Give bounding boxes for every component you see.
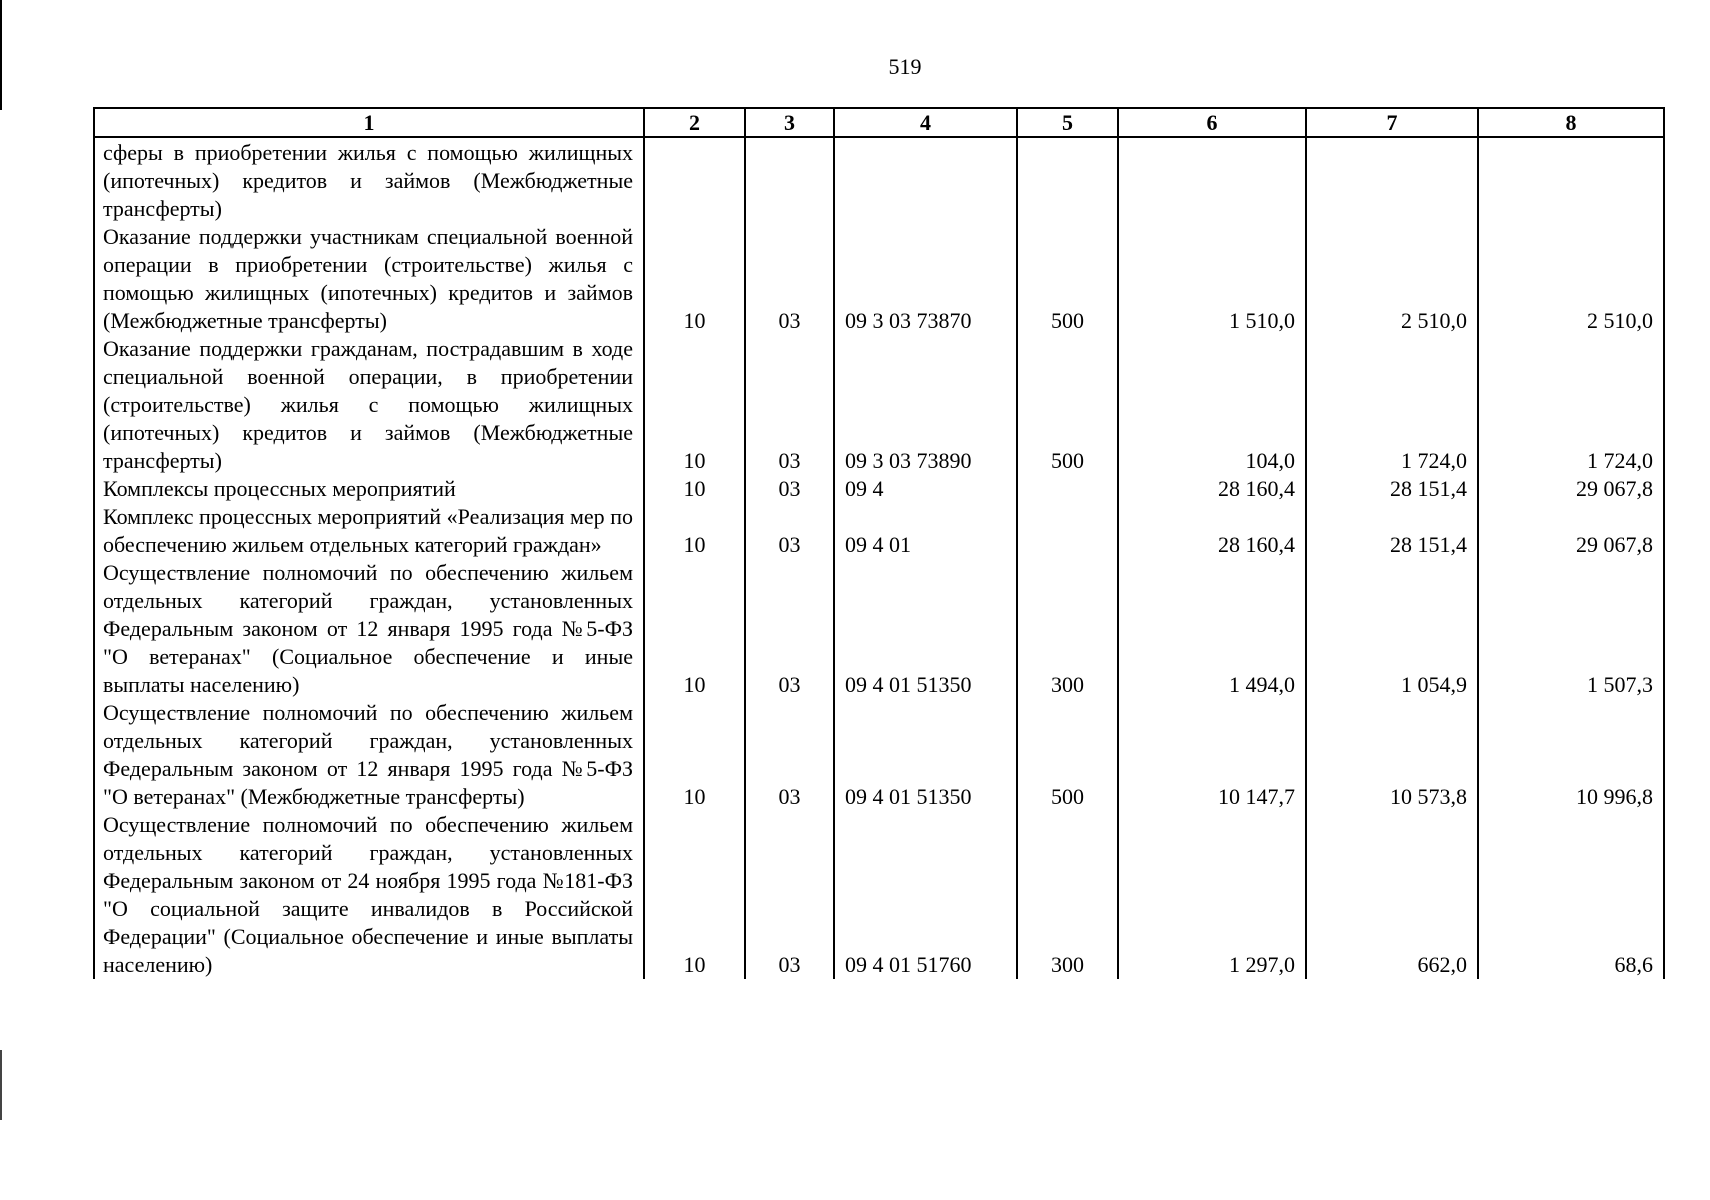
target-article-code: 09 3 03 73870: [834, 223, 1017, 335]
expense-type-code: [1017, 475, 1118, 503]
amount-col8: 29 067,8: [1478, 475, 1664, 503]
column-header: 7: [1306, 108, 1478, 137]
expense-type-code: 300: [1017, 811, 1118, 979]
amount-col7: 1 724,0: [1306, 335, 1478, 475]
target-article-code: 09 3 03 73890: [834, 335, 1017, 475]
amount-col6: 10 147,7: [1118, 699, 1306, 811]
column-header: 4: [834, 108, 1017, 137]
amount-col6: 1 494,0: [1118, 559, 1306, 699]
subsection-code: 03: [745, 475, 834, 503]
table-row: [94, 811, 1664, 979]
amount-col6: 1 510,0: [1118, 223, 1306, 335]
row-description: Комплексы процессных мероприятий: [94, 475, 644, 503]
expense-type-code: 500: [1017, 223, 1118, 335]
row-description: Осуществление полномочий по обеспечению жильем отдельных категорий граждан, установленных Федеральным законом от 12 января 1995 года №5-ФЗ "О ветеранах" (Межбюджетные трансферты): [94, 699, 644, 811]
section-code: 10: [644, 475, 745, 503]
target-article-code: [834, 137, 1017, 223]
amount-col8: [1478, 137, 1664, 223]
amount-col7: 1 054,9: [1306, 559, 1478, 699]
expense-type-code: 300: [1017, 559, 1118, 699]
target-article-code: 09 4 01: [834, 503, 1017, 559]
amount-col7: [1306, 137, 1478, 223]
amount-col8: 1 724,0: [1478, 335, 1664, 475]
column-header: 5: [1017, 108, 1118, 137]
budget-table: [93, 107, 1665, 979]
section-code: [644, 137, 745, 223]
target-article-code: 09 4: [834, 475, 1017, 503]
expense-type-code: 500: [1017, 699, 1118, 811]
row-description: Осуществление полномочий по обеспечению жильем отдельных категорий граждан, установленных Федеральным законом от 24 ноября 1995 года №181-ФЗ "О социальной защите инвалидов в Российской Федерации" (Социальное обеспечение и иные выплаты населению): [94, 811, 644, 979]
table-row: [94, 503, 1664, 559]
expense-type-code: [1017, 503, 1118, 559]
column-header: 8: [1478, 108, 1664, 137]
amount-col8: 2 510,0: [1478, 223, 1664, 335]
amount-col6: 1 297,0: [1118, 811, 1306, 979]
column-header: 3: [745, 108, 834, 137]
table-header-row: [94, 108, 1664, 137]
row-description: Оказание поддержки участникам специальной военной операции в приобретении (строительстве) жилья с помощью жилищных (ипотечных) кредитов и займов (Межбюджетные трансферты): [94, 223, 644, 335]
amount-col6: 28 160,4: [1118, 475, 1306, 503]
amount-col7: 662,0: [1306, 811, 1478, 979]
table-row: [94, 335, 1664, 475]
page-number: 519: [888, 54, 922, 79]
amount-col6: [1118, 137, 1306, 223]
row-description: Осуществление полномочий по обеспечению жильем отдельных категорий граждан, установленных Федеральным законом от 12 января 1995 года №5-ФЗ "О ветеранах" (Социальное обеспечение и иные выплаты населению): [94, 559, 644, 699]
table-row: [94, 559, 1664, 699]
section-code: 10: [644, 811, 745, 979]
subsection-code: 03: [745, 335, 834, 475]
subsection-code: 03: [745, 503, 834, 559]
section-code: 10: [644, 699, 745, 811]
section-code: 10: [644, 223, 745, 335]
target-article-code: 09 4 01 51760: [834, 811, 1017, 979]
column-header: 2: [644, 108, 745, 137]
expense-type-code: 500: [1017, 335, 1118, 475]
table-row: [94, 699, 1664, 811]
row-description: Комплекс процессных мероприятий «Реализация мер по обеспечению жильем отдельных категорий граждан»: [94, 503, 644, 559]
expense-type-code: [1017, 137, 1118, 223]
column-header: 1: [94, 108, 644, 137]
amount-col8: 68,6: [1478, 811, 1664, 979]
row-description: Оказание поддержки гражданам, пострадавшим в ходе специальной военной операции, в приобретении (строительстве) жилья с помощью жилищных (ипотечных) кредитов и займов (Межбюджетные трансферты): [94, 335, 644, 475]
subsection-code: 03: [745, 699, 834, 811]
amount-col6: 28 160,4: [1118, 503, 1306, 559]
amount-col6: 104,0: [1118, 335, 1306, 475]
page-edge-mark: [0, 1050, 2, 1120]
amount-col7: 28 151,4: [1306, 475, 1478, 503]
amount-col7: 28 151,4: [1306, 503, 1478, 559]
row-description: сферы в приобретении жилья с помощью жилищных (ипотечных) кредитов и займов (Межбюджетные трансферты): [94, 137, 644, 223]
target-article-code: 09 4 01 51350: [834, 699, 1017, 811]
column-header: 6: [1118, 108, 1306, 137]
table-row: [94, 475, 1664, 503]
amount-col8: 10 996,8: [1478, 699, 1664, 811]
subsection-code: 03: [745, 559, 834, 699]
table-row: [94, 137, 1664, 223]
subsection-code: 03: [745, 223, 834, 335]
section-code: 10: [644, 503, 745, 559]
section-code: 10: [644, 335, 745, 475]
table-row: [94, 223, 1664, 335]
amount-col8: 1 507,3: [1478, 559, 1664, 699]
subsection-code: [745, 137, 834, 223]
amount-col7: 10 573,8: [1306, 699, 1478, 811]
amount-col7: 2 510,0: [1306, 223, 1478, 335]
section-code: 10: [644, 559, 745, 699]
subsection-code: 03: [745, 811, 834, 979]
target-article-code: 09 4 01 51350: [834, 559, 1017, 699]
amount-col8: 29 067,8: [1478, 503, 1664, 559]
